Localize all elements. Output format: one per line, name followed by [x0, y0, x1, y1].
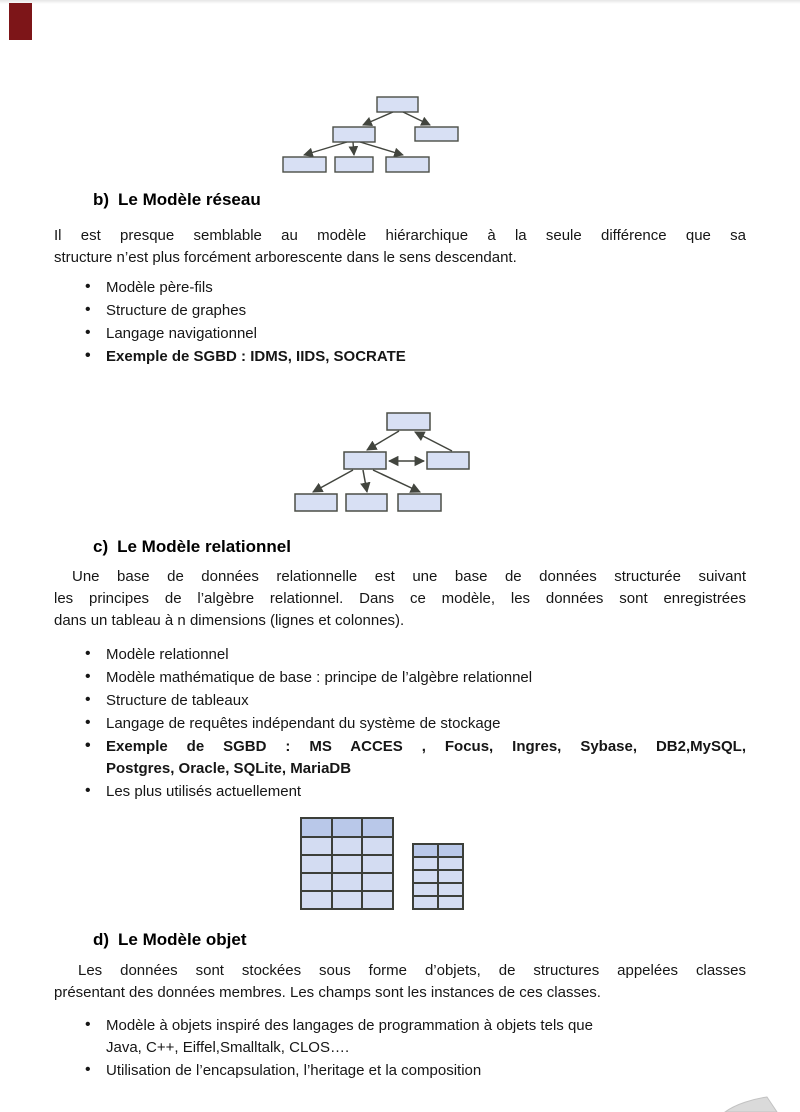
- tree-right-child-box: [415, 127, 458, 141]
- paragraph-relationnel: [54, 566, 746, 632]
- list-item: • Modèle à objets inspiré des langages de programmation à objets tels que Java, C++, Eiffel,Smalltalk, CLOS….: [54, 1015, 746, 1059]
- section-heading-c: [93, 537, 291, 557]
- list-item: • Exemple de SGBD : MS ACCES , Focus, Ingres, Sybase, DB2,MySQL, Postgres, Oracle, SQLite, MariaDB: [54, 736, 746, 780]
- paragraph-objet: [54, 960, 746, 1004]
- list-item: • Modèle mathématique de base : principe de l’algèbre relationnel: [54, 667, 746, 689]
- heading-prefix: d): [93, 930, 110, 949]
- bullet-list-reseau: [54, 277, 746, 369]
- graph-left-box: [344, 452, 386, 469]
- page-top-shadow: [0, 0, 800, 4]
- tree-left-child-box: [333, 127, 375, 142]
- tree-root-box: [377, 97, 418, 112]
- list-item: • Modèle relationnel: [54, 644, 746, 666]
- paragraph-line: Une base de données relationnelle est une base de données structurée suivant: [72, 568, 746, 585]
- tree-leaf-box: [386, 157, 429, 172]
- hierarchical-model-diagram: [275, 90, 470, 180]
- relational-table-small: [412, 843, 464, 910]
- paragraph-line: Les données sont stockées sous forme d’objets, de structures appelées classes: [78, 962, 746, 979]
- list-item: • Utilisation de l’encapsulation, l’heritage et la composition: [54, 1060, 746, 1082]
- list-item: • Les plus utilisés actuellement: [54, 781, 746, 803]
- gray-swoosh-watermark: [722, 1095, 780, 1112]
- paragraph-line: Il est presque semblable au modèle hiérarchique à la seule différence que sa: [54, 227, 746, 244]
- graph-leaf-box: [295, 494, 337, 511]
- paragraph-reseau: [54, 225, 746, 269]
- list-item: • Modèle père-fils: [54, 277, 746, 299]
- paragraph-line: structure n’est plus forcément arborescente dans le sens descendant.: [54, 249, 517, 266]
- list-item: • Structure de graphes: [54, 300, 746, 322]
- paragraph-line: dans un tableau à n dimensions (lignes et colonnes).: [54, 612, 405, 629]
- bullet-list-relationnel: [54, 644, 746, 804]
- heading-prefix: c): [93, 537, 109, 556]
- heading-label: Le Modèle réseau: [118, 190, 261, 209]
- paragraph-line: présentant des données membres. Les champs sont les instances de ces classes.: [54, 984, 601, 1001]
- bullet-list-objet: [54, 1015, 746, 1083]
- list-item: • Langage de requêtes indépendant du système de stockage: [54, 713, 746, 735]
- graph-leaf-box: [398, 494, 441, 511]
- corner-red-mark: [9, 3, 32, 40]
- section-heading-d: [93, 930, 247, 950]
- heading-label: Le Modèle relationnel: [117, 537, 291, 556]
- graph-root-box: [387, 413, 430, 430]
- graph-leaf-box: [346, 494, 387, 511]
- network-model-diagram: [288, 406, 478, 518]
- graph-right-box: [427, 452, 469, 469]
- list-item: • Langage navigationnel: [54, 323, 746, 345]
- list-item: • Structure de tableaux: [54, 690, 746, 712]
- heading-label: Le Modèle objet: [118, 930, 247, 949]
- tree-leaf-box: [283, 157, 326, 172]
- list-item: • Exemple de SGBD : IDMS, IIDS, SOCRATE: [54, 346, 746, 368]
- heading-prefix: b): [93, 190, 110, 209]
- relational-table-large: [300, 817, 394, 910]
- tree-leaf-box: [335, 157, 373, 172]
- paragraph-line: les principes de l’algèbre relationnel. Dans ce modèle, les données sont enregistrées: [54, 590, 746, 607]
- section-heading-b: [93, 190, 261, 210]
